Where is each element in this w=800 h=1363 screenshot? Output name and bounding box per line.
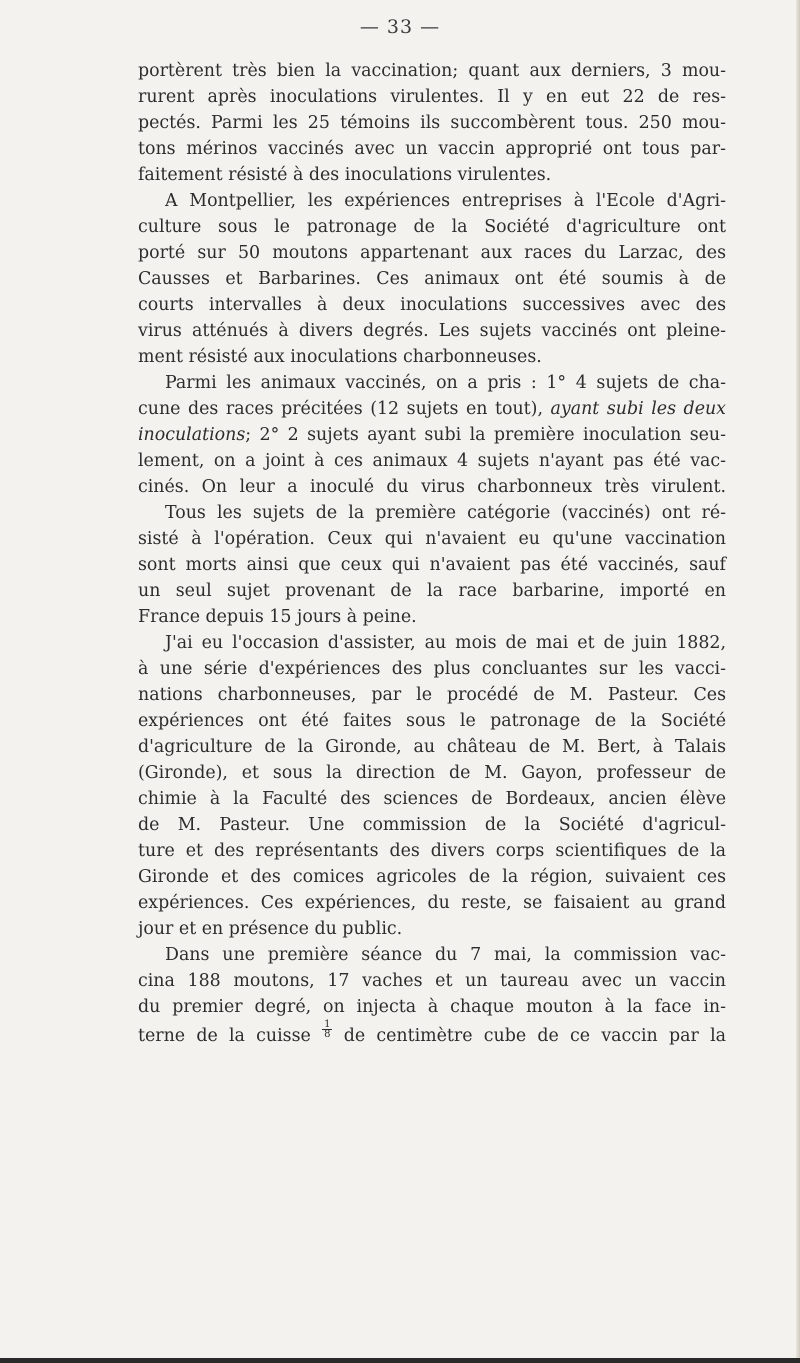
text-line — [138, 552, 726, 578]
text-line-content: virus atténués à divers degrés. Les sujets vaccinés ont pleine- — [138, 321, 726, 341]
text-line-content: expériences ont été faites sous le patronage de la Société — [138, 711, 726, 731]
text-line-content: expériences. Ces expériences, du reste, se faisaient au grand — [138, 893, 726, 913]
text-line-content: à une série d'expériences des plus concluantes sur les vacci- — [138, 659, 726, 679]
text-line — [138, 188, 726, 214]
text-line — [138, 526, 726, 552]
text-line-content: Gironde et des comices agricoles de la région, suivaient ces — [138, 867, 726, 887]
text-line — [138, 448, 726, 474]
text-line-content: portèrent très bien la vaccination; quant aux derniers, 3 mou- — [138, 61, 726, 81]
text-line — [138, 474, 726, 500]
text-line — [138, 370, 726, 396]
text-line-content: J'ai eu l'occasion d'assister, au mois de mai et de juin 1882, — [165, 633, 726, 653]
text-line — [138, 396, 726, 422]
text-line-content: cinés. On leur a inoculé du virus charbonneux très virulent. — [138, 477, 726, 497]
text-line — [138, 994, 726, 1020]
text-line-content: (Gironde), et sous la direction de M. Gayon, professeur de — [138, 763, 726, 783]
text-line-content: lement, on a joint à ces animaux 4 sujets n'ayant pas été vac- — [138, 451, 726, 471]
text-line-content: jour et en présence du public. — [138, 919, 403, 939]
text-line-content: sisté à l'opération. Ceux qui n'avaient eu qu'une vaccination — [138, 529, 726, 549]
text-line-content: pectés. Parmi les 25 témoins ils succombèrent tous. 250 mou- — [138, 113, 726, 133]
text-line — [138, 942, 726, 968]
body-text — [138, 58, 726, 1046]
text-line-content: un seul sujet provenant de la race barbarine, importé en — [138, 581, 726, 601]
text-line — [138, 682, 726, 708]
text-line-content: cune des races précitées (12 sujets en tout), — [138, 399, 551, 419]
text-line-content: Tous les sujets de la première catégorie (vaccinés) ont ré- — [165, 503, 726, 523]
text-line-content: sont morts ainsi que ceux qui n'avaient pas été vaccinés, sauf — [138, 555, 726, 575]
text-line — [138, 968, 726, 994]
text-line — [138, 162, 726, 188]
text-line-content: Causses et Barbarines. Ces animaux ont été soumis à de — [138, 269, 726, 289]
italic-text: ayant subi les deux — [550, 399, 726, 419]
fraction-numerator: 1 — [324, 1019, 331, 1030]
text-line-content: tons mérinos vaccinés avec un vaccin approprié ont tous par- — [138, 139, 726, 159]
text-line — [138, 916, 726, 942]
page-edge-shadow — [796, 0, 800, 1363]
text-line — [138, 240, 726, 266]
text-line — [138, 630, 726, 656]
text-line-content: A Montpellier, les expériences entreprises à l'Ecole d'Agri- — [165, 191, 726, 211]
text-line-content: nations charbonneuses, par le procédé de M. Pasteur. Ces — [138, 685, 726, 705]
text-line — [138, 84, 726, 110]
text-line-content: faitement résisté à des inoculations virulentes. — [138, 165, 552, 185]
text-line — [138, 214, 726, 240]
text-line-continuation: de centimètre cube de ce vaccin par la — [332, 1026, 726, 1046]
text-line — [138, 422, 726, 448]
text-line — [138, 760, 726, 786]
italic-text: inoculations — [138, 425, 246, 445]
text-line — [138, 734, 726, 760]
page-bottom-border — [0, 1358, 800, 1363]
text-line-content: terne de la cuisse — [138, 1026, 323, 1046]
text-line — [138, 136, 726, 162]
text-line — [138, 292, 726, 318]
text-line — [138, 604, 726, 630]
text-line-content: courts intervalles à deux inoculations successives avec des — [138, 295, 726, 315]
text-line-content: porté sur 50 moutons appartenant aux races du Larzac, des — [138, 243, 726, 263]
page-number: — 33 — — [359, 16, 441, 38]
text-line — [138, 266, 726, 292]
fraction-denominator: 8 — [324, 1029, 331, 1040]
text-line-content: Parmi les animaux vaccinés, on a pris : 1° 4 sujets de cha- — [165, 373, 726, 393]
text-line-content: culture sous le patronage de la Société d'agriculture ont — [138, 217, 726, 237]
text-line-content: d'agriculture de la Gironde, au château de M. Bert, à Talais — [138, 737, 726, 757]
text-line — [138, 656, 726, 682]
text-line-continuation: ; 2° 2 sujets ayant subi la première inoculation seu- — [245, 425, 726, 445]
text-line — [138, 864, 726, 890]
text-line — [138, 318, 726, 344]
text-line — [138, 1020, 726, 1046]
text-line — [138, 110, 726, 136]
fraction — [322, 1020, 332, 1039]
text-line — [138, 578, 726, 604]
text-line-content: de M. Pasteur. Une commission de la Société d'agricul- — [138, 815, 726, 835]
text-line — [138, 812, 726, 838]
text-line — [138, 708, 726, 734]
text-line-content: cina 188 moutons, 17 vaches et un taureau avec un vaccin — [138, 971, 726, 991]
text-line-content: ment résisté aux inoculations charbonneuses. — [138, 347, 542, 367]
text-line — [138, 786, 726, 812]
text-line-content: Dans une première séance du 7 mai, la commission vac- — [165, 945, 726, 965]
text-line-content: chimie à la Faculté des sciences de Bordeaux, ancien élève — [138, 789, 726, 809]
text-line-content: France depuis 15 jours à peine. — [138, 607, 417, 627]
text-line — [138, 890, 726, 916]
text-line — [138, 838, 726, 864]
text-line-content: rurent après inoculations virulentes. Il y en eut 22 de res- — [138, 87, 726, 107]
text-line — [138, 500, 726, 526]
text-line-content: ture et des représentants des divers corps scientifiques de la — [138, 841, 726, 861]
text-line — [138, 58, 726, 84]
text-line — [138, 344, 726, 370]
text-line-content: du premier degré, on injecta à chaque mouton à la face in- — [138, 997, 726, 1017]
